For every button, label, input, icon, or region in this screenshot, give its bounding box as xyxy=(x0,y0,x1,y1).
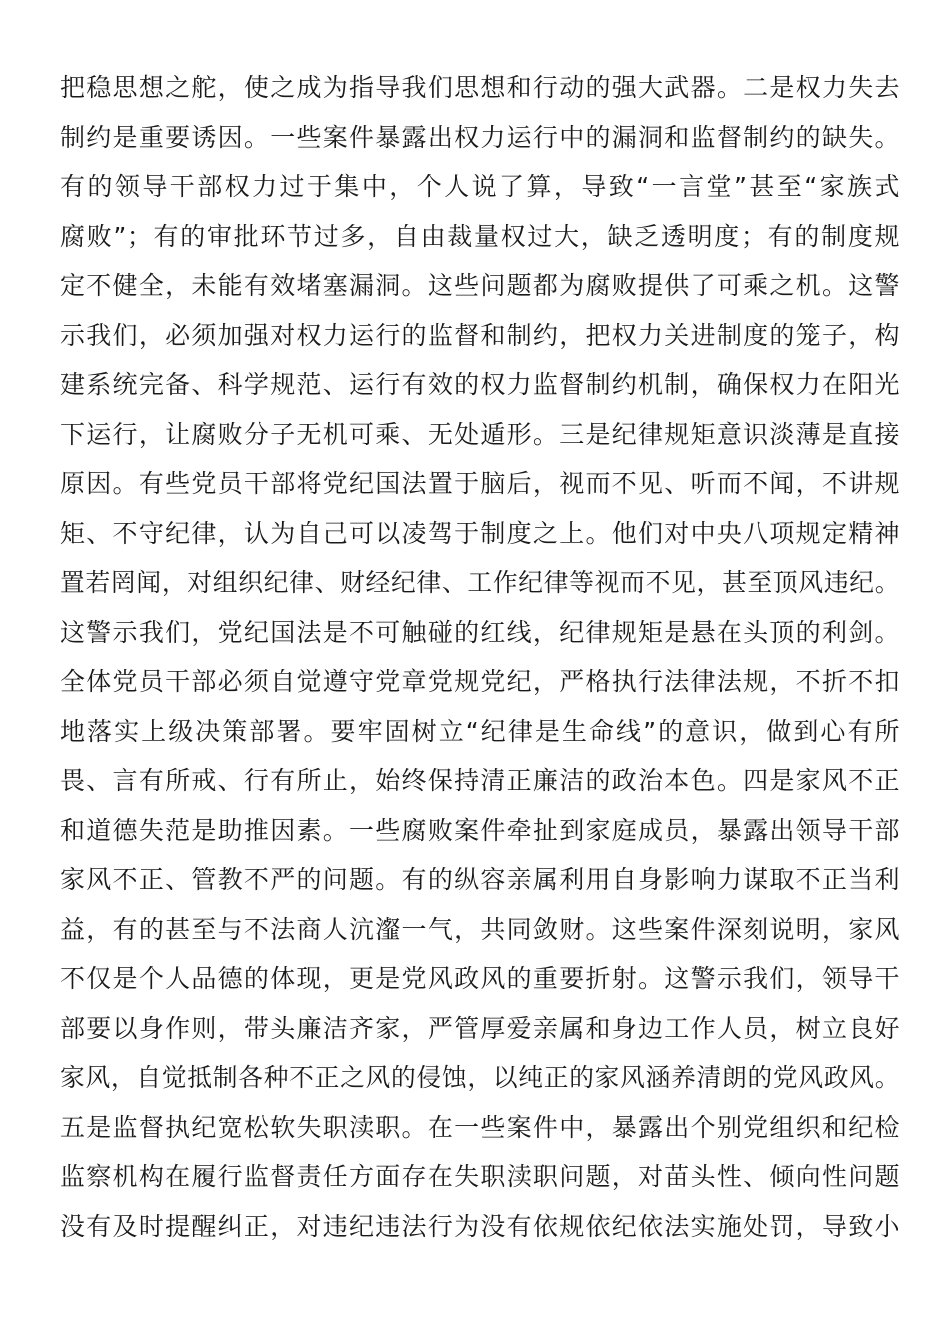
text-line: 示我们，必须加强对权力运行的监督和制约，把权力关进制度的笼子，构 xyxy=(60,320,900,350)
text-line: 这警示我们，党纪国法是不可触碰的红线，纪律规矩是悬在头顶的利剑。 xyxy=(60,617,900,647)
text-line: 部要以身作则，带头廉洁齐家，严管厚爱亲属和身边工作人员，树立良好 xyxy=(60,1013,900,1043)
text-line: 和道德失范是助推因素。一些腐败案件牵扯到家庭成员，暴露出领导干部 xyxy=(60,815,900,845)
text-line: 五是监督执纪宽松软失职渎职。在一些案件中，暴露出个别党组织和纪检 xyxy=(60,1112,900,1142)
text-line: 家风不正、管教不严的问题。有的纵容亲属利用自身影响力谋取不正当利 xyxy=(60,865,900,894)
text-line: 腐败”；有的审批环节过多，自由裁量权过大，缺乏透明度；有的制度规 xyxy=(60,221,900,251)
text-line: 家风，自觉抵制各种不正之风的侵蚀，以纯正的家风涵养清朗的党风政风。 xyxy=(60,1063,900,1092)
body-text xyxy=(60,63,900,1251)
text-line: 监察机构在履行监督责任方面存在失职渎职问题，对苗头性、倾向性问题 xyxy=(60,1162,900,1191)
text-line: 下运行，让腐败分子无机可乘、无处遁形。三是纪律规矩意识淡薄是直接 xyxy=(60,419,900,449)
text-line: 建系统完备、科学规范、运行有效的权力监督制约机制，确保权力在阳光 xyxy=(60,370,900,399)
text-line: 不仅是个人品德的体现，更是党风政风的重要折射。这警示我们，领导干 xyxy=(60,964,900,993)
text-line: 畏、言有所戒、行有所止，始终保持清正廉洁的政治本色。四是家风不正 xyxy=(60,766,900,795)
text-line: 没有及时提醒纠正，对违纪违法行为没有依规依纪依法实施处罚，导致小 xyxy=(60,1211,900,1241)
text-line: 置若罔闻，对组织纪律、财经纪律、工作纪律等视而不见，甚至顶风违纪。 xyxy=(60,568,900,597)
text-line: 益，有的甚至与不法商人沆瀣一气，共同敛财。这些案件深刻说明，家风 xyxy=(60,914,900,944)
text-line: 把稳思想之舵，使之成为指导我们思想和行动的强大武器。二是权力失去 xyxy=(60,73,900,102)
text-line: 地落实上级决策部署。要牢固树立“纪律是生命线”的意识，做到心有所 xyxy=(60,716,900,746)
text-line: 定不健全，未能有效堵塞漏洞。这些问题都为腐败提供了可乘之机。这警 xyxy=(60,271,900,300)
text-line: 有的领导干部权力过于集中，个人说了算，导致“一言堂”甚至“家族式 xyxy=(60,172,900,201)
text-line: 全体党员干部必须自觉遵守党章党规党纪，严格执行法律法规，不折不扣 xyxy=(60,667,900,696)
text-line: 原因。有些党员干部将党纪国法置于脑后，视而不见、听而不闻，不讲规 xyxy=(60,469,900,498)
text-line: 制约是重要诱因。一些案件暴露出权力运行中的漏洞和监督制约的缺失。 xyxy=(60,122,900,152)
text-line: 矩、不守纪律，认为自己可以凌驾于制度之上。他们对中央八项规定精神 xyxy=(60,518,900,548)
